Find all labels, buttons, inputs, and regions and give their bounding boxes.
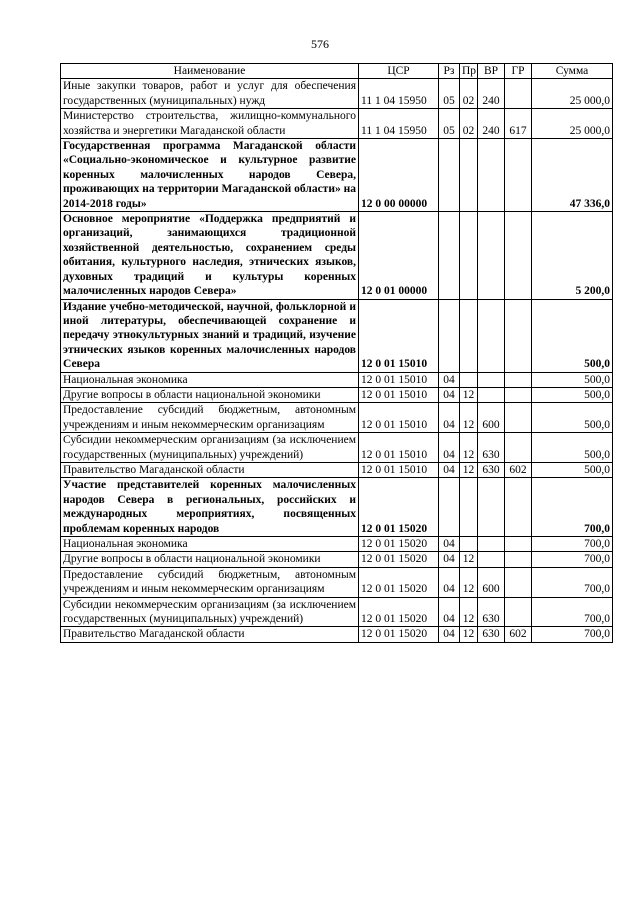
cell-pr: 12 bbox=[460, 387, 478, 402]
cell-rz: 04 bbox=[439, 552, 460, 567]
cell-name: Министерство строительства, жилищно-коммунального хозяйства и энергетики Магаданской области bbox=[61, 109, 359, 139]
page-number: 576 bbox=[311, 37, 329, 51]
cell-pr bbox=[460, 139, 478, 212]
cell-sum: 25 000,0 bbox=[532, 109, 613, 139]
cell-gr: 617 bbox=[505, 109, 532, 139]
table-body bbox=[61, 79, 613, 642]
cell-name: Участие представителей коренных малочисленных народов Севера в региональных, российских и международных мероприятиях, посвященных проблемам коренных народов bbox=[61, 478, 359, 537]
table-row bbox=[61, 372, 613, 387]
cell-name: Другие вопросы в области национальной экономики bbox=[61, 387, 359, 402]
cell-pr bbox=[460, 212, 478, 299]
cell-csr: 12 0 00 00000 bbox=[359, 139, 439, 212]
cell-vr bbox=[478, 212, 505, 299]
cell-sum: 25 000,0 bbox=[532, 79, 613, 109]
cell-pr: 12 bbox=[460, 552, 478, 567]
cell-name: Предоставление субсидий бюджетным, автономным учреждениям и иным некоммерческим организациям bbox=[61, 567, 359, 597]
cell-sum: 500,0 bbox=[532, 462, 613, 477]
header-vr: ВР bbox=[478, 64, 505, 79]
cell-rz: 04 bbox=[439, 372, 460, 387]
cell-vr: 240 bbox=[478, 109, 505, 139]
cell-csr: 12 0 01 15020 bbox=[359, 597, 439, 627]
cell-vr: 600 bbox=[478, 567, 505, 597]
table-row bbox=[61, 433, 613, 463]
table-row bbox=[61, 403, 613, 433]
cell-csr: 12 0 01 15010 bbox=[359, 387, 439, 402]
table-row bbox=[61, 79, 613, 109]
cell-rz: 04 bbox=[439, 597, 460, 627]
cell-name: Основное мероприятие «Поддержка предприятий и организаций, занимающихся традиционной хозяйственной деятельностью, сохранением среды обитания, культурного наследия, этнических языков, духовных традиций и культуры коренных малочисленных народов Севера» bbox=[61, 212, 359, 299]
cell-name: Правительство Магаданской области bbox=[61, 462, 359, 477]
table-row bbox=[61, 462, 613, 477]
cell-vr: 630 bbox=[478, 627, 505, 642]
cell-vr: 600 bbox=[478, 403, 505, 433]
cell-csr: 12 0 01 15010 bbox=[359, 403, 439, 433]
cell-sum: 500,0 bbox=[532, 372, 613, 387]
cell-gr bbox=[505, 212, 532, 299]
cell-gr bbox=[505, 403, 532, 433]
cell-sum: 700,0 bbox=[532, 567, 613, 597]
cell-pr: 12 bbox=[460, 627, 478, 642]
cell-vr: 630 bbox=[478, 597, 505, 627]
table-row bbox=[61, 627, 613, 642]
cell-csr: 11 1 04 15950 bbox=[359, 109, 439, 139]
cell-gr bbox=[505, 372, 532, 387]
cell-pr: 12 bbox=[460, 462, 478, 477]
cell-rz: 04 bbox=[439, 433, 460, 463]
cell-rz bbox=[439, 299, 460, 372]
cell-gr bbox=[505, 552, 532, 567]
cell-rz: 05 bbox=[439, 109, 460, 139]
cell-sum: 500,0 bbox=[532, 433, 613, 463]
cell-rz: 04 bbox=[439, 403, 460, 433]
cell-pr bbox=[460, 478, 478, 537]
table-row bbox=[61, 478, 613, 537]
cell-gr bbox=[505, 79, 532, 109]
cell-sum: 500,0 bbox=[532, 403, 613, 433]
table-row bbox=[61, 552, 613, 567]
header-sum: Сумма bbox=[532, 64, 613, 79]
cell-vr: 630 bbox=[478, 433, 505, 463]
cell-name: Другие вопросы в области национальной экономики bbox=[61, 552, 359, 567]
table-row bbox=[61, 567, 613, 597]
cell-gr bbox=[505, 433, 532, 463]
cell-pr: 02 bbox=[460, 109, 478, 139]
header-csr: ЦСР bbox=[359, 64, 439, 79]
cell-csr: 12 0 01 00000 bbox=[359, 212, 439, 299]
cell-csr: 12 0 01 15020 bbox=[359, 478, 439, 537]
cell-vr bbox=[478, 299, 505, 372]
cell-rz: 04 bbox=[439, 387, 460, 402]
cell-pr: 12 bbox=[460, 433, 478, 463]
cell-gr bbox=[505, 537, 532, 552]
cell-gr bbox=[505, 567, 532, 597]
cell-vr bbox=[478, 537, 505, 552]
cell-csr: 12 0 01 15020 bbox=[359, 567, 439, 597]
header-rz: Рз bbox=[439, 64, 460, 79]
cell-vr: 240 bbox=[478, 79, 505, 109]
cell-sum: 5 200,0 bbox=[532, 212, 613, 299]
table-row bbox=[61, 139, 613, 212]
cell-pr: 12 bbox=[460, 567, 478, 597]
cell-csr: 12 0 01 15020 bbox=[359, 627, 439, 642]
cell-pr: 12 bbox=[460, 403, 478, 433]
cell-vr bbox=[478, 372, 505, 387]
cell-sum: 500,0 bbox=[532, 387, 613, 402]
cell-gr: 602 bbox=[505, 462, 532, 477]
cell-vr: 630 bbox=[478, 462, 505, 477]
table-row bbox=[61, 299, 613, 372]
table-row bbox=[61, 109, 613, 139]
header-gr: ГР bbox=[505, 64, 532, 79]
cell-csr: 11 1 04 15950 bbox=[359, 79, 439, 109]
cell-pr bbox=[460, 537, 478, 552]
cell-sum: 500,0 bbox=[532, 299, 613, 372]
cell-pr bbox=[460, 372, 478, 387]
cell-name: Издание учебно-методической, научной, фольклорной и иной литературы, обеспечивающей сохранение и передачу этнокультурных знаний и традиций, изучение этнических языков коренных малочисленных народов Севера bbox=[61, 299, 359, 372]
cell-rz bbox=[439, 478, 460, 537]
cell-csr: 12 0 01 15010 bbox=[359, 372, 439, 387]
cell-pr: 02 bbox=[460, 79, 478, 109]
cell-name: Субсидии некоммерческим организациям (за исключением государственных (муниципальных) учреждений) bbox=[61, 597, 359, 627]
cell-gr bbox=[505, 478, 532, 537]
table-row bbox=[61, 212, 613, 299]
cell-sum: 700,0 bbox=[532, 597, 613, 627]
cell-csr: 12 0 01 15020 bbox=[359, 552, 439, 567]
cell-sum: 700,0 bbox=[532, 627, 613, 642]
cell-name: Предоставление субсидий бюджетным, автономным учреждениям и иным некоммерческим организациям bbox=[61, 403, 359, 433]
cell-pr: 12 bbox=[460, 597, 478, 627]
cell-sum: 700,0 bbox=[532, 537, 613, 552]
cell-gr bbox=[505, 299, 532, 372]
cell-csr: 12 0 01 15010 bbox=[359, 299, 439, 372]
cell-gr bbox=[505, 387, 532, 402]
cell-csr: 12 0 01 15010 bbox=[359, 433, 439, 463]
cell-name: Национальная экономика bbox=[61, 372, 359, 387]
table-row bbox=[61, 537, 613, 552]
cell-name: Государственная программа Магаданской области «Социально-экономическое и культурное развитие коренных малочисленных народов Севера, проживающих на территории Магаданской области» на 2014-2018 годы» bbox=[61, 139, 359, 212]
cell-vr bbox=[478, 387, 505, 402]
cell-vr bbox=[478, 139, 505, 212]
cell-rz: 04 bbox=[439, 462, 460, 477]
cell-pr bbox=[460, 299, 478, 372]
cell-name: Правительство Магаданской области bbox=[61, 627, 359, 642]
cell-csr: 12 0 01 15010 bbox=[359, 462, 439, 477]
cell-rz: 04 bbox=[439, 627, 460, 642]
table-row bbox=[61, 597, 613, 627]
cell-rz: 04 bbox=[439, 567, 460, 597]
cell-sum: 47 336,0 bbox=[532, 139, 613, 212]
cell-sum: 700,0 bbox=[532, 478, 613, 537]
cell-gr bbox=[505, 139, 532, 212]
cell-vr bbox=[478, 552, 505, 567]
cell-name: Субсидии некоммерческим организациям (за исключением государственных (муниципальных) учреждений) bbox=[61, 433, 359, 463]
cell-gr: 602 bbox=[505, 627, 532, 642]
header-pr: Пр bbox=[460, 64, 478, 79]
cell-gr bbox=[505, 597, 532, 627]
cell-sum: 700,0 bbox=[532, 552, 613, 567]
cell-vr bbox=[478, 478, 505, 537]
header-name: Наименование bbox=[61, 64, 359, 79]
cell-rz: 05 bbox=[439, 79, 460, 109]
cell-name: Иные закупки товаров, работ и услуг для обеспечения государственных (муниципальных) нужд bbox=[61, 79, 359, 109]
table-header-row bbox=[61, 64, 613, 79]
cell-rz bbox=[439, 212, 460, 299]
cell-name: Национальная экономика bbox=[61, 537, 359, 552]
cell-rz bbox=[439, 139, 460, 212]
table-row bbox=[61, 387, 613, 402]
budget-table bbox=[60, 63, 613, 643]
cell-csr: 12 0 01 15020 bbox=[359, 537, 439, 552]
cell-rz: 04 bbox=[439, 537, 460, 552]
